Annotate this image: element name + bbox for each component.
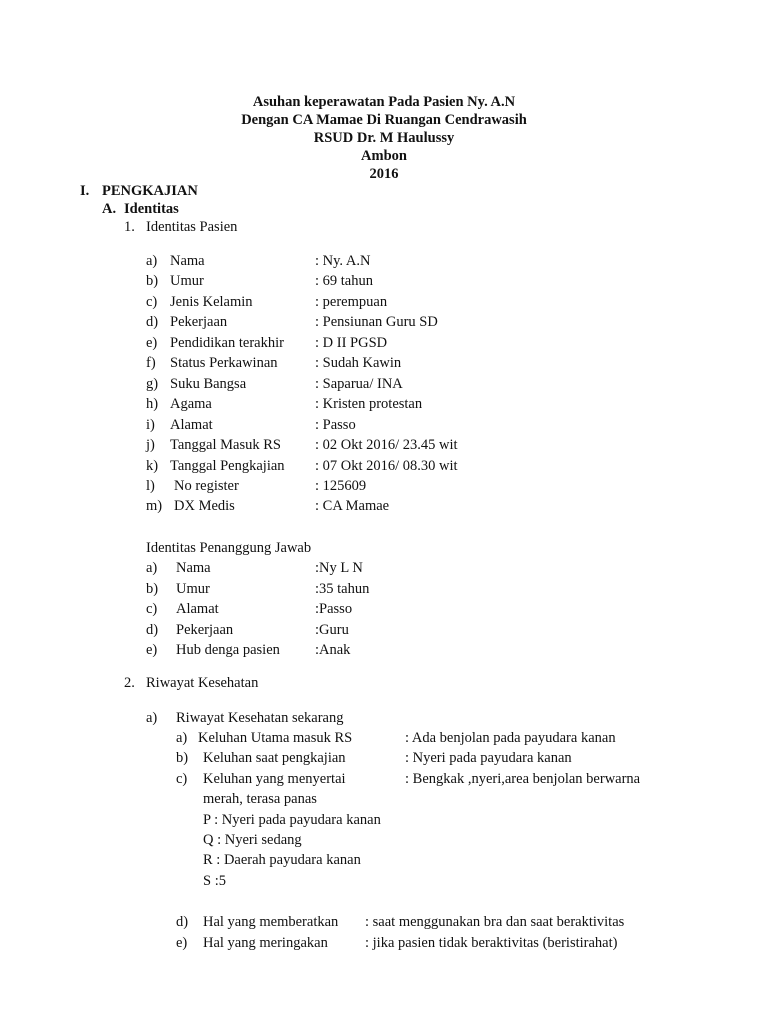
pqrs-line: S :5 <box>203 873 226 889</box>
keluhan-continuation: merah, terasa panas <box>203 791 317 807</box>
item-marker: b) <box>146 581 159 597</box>
item-marker: i) <box>146 417 155 433</box>
item-value: : Bengkak ,nyeri,area benjolan berwarna <box>405 771 641 787</box>
item-label: Hal yang memberatkan <box>203 914 339 930</box>
item-label: Nama <box>170 253 205 269</box>
identitas-marker: 1. <box>124 219 135 235</box>
item-marker: h) <box>146 396 159 412</box>
item-label: Hub denga pasien <box>176 642 280 658</box>
item-label: Pekerjaan <box>170 314 228 330</box>
item-marker: c) <box>146 601 158 617</box>
item-marker: d) <box>146 314 159 330</box>
item-label: Nama <box>176 560 211 576</box>
item-value: : 02 Okt 2016/ 23.45 wit <box>315 437 458 453</box>
riwayat-marker: 2. <box>124 675 135 691</box>
item-value: :Passo <box>315 601 353 617</box>
item-marker: e) <box>146 335 158 351</box>
item-marker: j) <box>146 437 155 453</box>
item-value: : Nyeri pada payudara kanan <box>405 750 572 766</box>
item-label: Tanggal Masuk RS <box>170 437 281 453</box>
item-label: Keluhan saat pengkajian <box>203 750 346 766</box>
pqrs-line: R : Daerah payudara kanan <box>203 852 361 868</box>
item-value: : 07 Okt 2016/ 08.30 wit <box>315 458 458 474</box>
item-label: Hal yang meringakan <box>203 935 328 951</box>
item-marker: e) <box>176 935 188 951</box>
title-line-2: Dengan CA Mamae Di Ruangan Cendrawasih <box>241 112 527 128</box>
item-label: Alamat <box>176 601 219 617</box>
item-label: Tanggal Pengkajian <box>170 458 285 474</box>
riwayat-sub-heading: Riwayat Kesehatan sekarang <box>176 710 344 726</box>
title-line-3: RSUD Dr. M Haulussy <box>313 130 455 146</box>
subsection-heading: Identitas <box>124 201 179 217</box>
item-value: :Ny L N <box>315 560 363 576</box>
item-marker: a) <box>146 253 158 269</box>
item-value: : Sudah Kawin <box>315 355 402 371</box>
item-label: Keluhan yang menyertai <box>203 771 346 787</box>
item-marker: b) <box>176 750 189 766</box>
item-value: : 69 tahun <box>315 273 373 289</box>
item-label: Suku Bangsa <box>170 376 247 392</box>
item-value: : Passo <box>315 417 356 433</box>
item-label: Umur <box>176 581 210 597</box>
item-label: DX Medis <box>174 498 235 514</box>
item-label: Pendidikan terakhir <box>170 335 284 351</box>
item-label: Pekerjaan <box>176 622 234 638</box>
pqrs-line: P : Nyeri pada payudara kanan <box>203 812 381 828</box>
riwayat-sub-marker: a) <box>146 710 158 726</box>
title-line-1: Asuhan keperawatan Pada Pasien Ny. A.N <box>252 94 516 110</box>
item-value: :Guru <box>315 622 349 638</box>
item-value: : Ada benjolan pada payudara kanan <box>405 730 616 746</box>
item-value: : 125609 <box>315 478 367 494</box>
item-marker: l) <box>146 478 155 494</box>
item-value: : Pensiunan Guru SD <box>315 314 438 330</box>
pqrs-line: Q : Nyeri sedang <box>203 832 302 848</box>
item-value: :35 tahun <box>315 581 370 597</box>
item-value: :Anak <box>315 642 351 658</box>
item-value: : Ny. A.N <box>315 253 371 269</box>
item-value: : saat menggunakan bra dan saat beraktivitas <box>365 914 625 930</box>
item-label: Jenis Kelamin <box>170 294 253 310</box>
section-marker: I. <box>80 183 90 199</box>
item-marker: f) <box>146 355 156 371</box>
item-label: No register <box>174 478 239 494</box>
item-marker: d) <box>176 914 189 930</box>
item-marker: d) <box>146 622 159 638</box>
item-value: : Kristen protestan <box>315 396 423 412</box>
item-marker: k) <box>146 458 159 474</box>
item-label: Keluhan Utama masuk RS <box>198 730 353 746</box>
item-marker: b) <box>146 273 159 289</box>
section-heading: PENGKAJIAN <box>102 183 198 199</box>
item-marker: a) <box>176 730 188 746</box>
item-label: Umur <box>170 273 204 289</box>
riwayat-heading: Riwayat Kesehatan <box>146 675 259 691</box>
item-marker: e) <box>146 642 158 658</box>
item-value: : Saparua/ INA <box>315 376 403 392</box>
identitas-heading: Identitas Pasien <box>146 219 238 235</box>
penanggung-jawab-heading: Identitas Penanggung Jawab <box>146 540 312 556</box>
item-marker: a) <box>146 560 158 576</box>
item-value: : CA Mamae <box>315 498 390 514</box>
item-marker: m) <box>146 498 163 514</box>
item-value: : jika pasien tidak beraktivitas (beristirahat) <box>365 935 618 951</box>
item-label: Agama <box>170 396 212 412</box>
item-marker: g) <box>146 376 159 392</box>
item-value: : perempuan <box>315 294 388 310</box>
item-label: Status Perkawinan <box>170 355 278 371</box>
item-marker: c) <box>146 294 158 310</box>
title-line-5: 2016 <box>369 166 399 182</box>
subsection-marker: A. <box>102 201 117 217</box>
item-label: Alamat <box>170 417 213 433</box>
item-marker: c) <box>176 771 188 787</box>
title-line-4: Ambon <box>361 148 407 164</box>
item-value: : D II PGSD <box>315 335 388 351</box>
